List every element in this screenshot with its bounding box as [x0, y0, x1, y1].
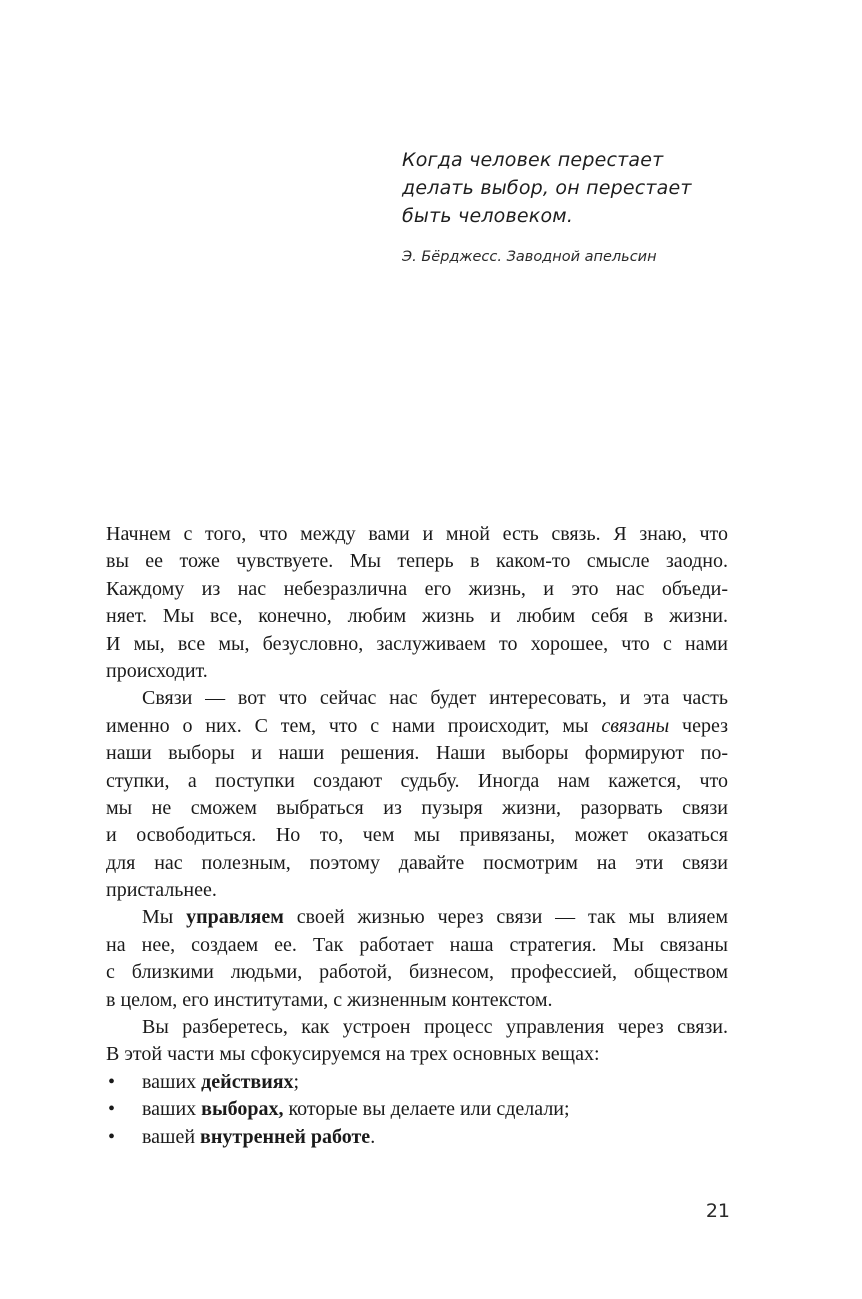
text-line: именно о них. С тем, что с нами происходит, мы связаны через	[106, 714, 729, 737]
body-text	[106, 521, 728, 1151]
page-number: 21	[705, 1200, 730, 1222]
epigraph-line: быть человеком.	[402, 205, 574, 227]
text-line: Начнем с того, что между вами и мной есть связь. Я знаю, что	[106, 523, 728, 545]
paragraph	[106, 685, 728, 904]
text-line: В этой части мы сфокусируемся на трех основных вещах:	[106, 1043, 600, 1066]
list-item: • вашей внутренней работе.	[106, 1124, 728, 1151]
text-line: вы ее тоже чувствуете. Мы теперь в каком-то смысле заодно.	[106, 550, 728, 573]
text-line: с близкими людьми, работой, бизнесом, профессией, обществом	[106, 961, 728, 984]
list-item: • ваших выборах, которые вы делаете или сделали;	[106, 1096, 728, 1123]
text-line: Вы разберетесь, как устроен процесс управления через связи.	[142, 1016, 728, 1039]
text-line: мы не сможем выбраться из пузыря жизни, разорвать связи	[106, 796, 728, 819]
text-line: И мы, все мы, безусловно, заслуживаем то хорошее, что с нами	[106, 632, 728, 655]
text-line: в целом, его институтами, с жизненным контекстом.	[106, 988, 553, 1011]
bullet-icon: •	[108, 1125, 116, 1148]
emphasis-bold: внутренней работе	[200, 1125, 371, 1148]
emphasis-bold: действиях	[201, 1070, 294, 1093]
epigraph-line: делать выбор, он перестает	[402, 177, 692, 199]
bullet-list	[106, 1069, 728, 1151]
paragraph	[106, 521, 728, 685]
paragraph	[106, 1014, 728, 1069]
emphasis-italic: связаны	[601, 714, 670, 737]
text-line: на нее, создаем ее. Так работает наша стратегия. Мы связаны	[106, 933, 728, 956]
text-line: и освободиться. Но то, чем мы привязаны, может оказаться	[106, 824, 728, 847]
text-line: наши выборы и наши решения. Наши выборы формируют по-	[106, 742, 728, 765]
text-line: Каждому из нас небезразлична его жизнь, и это нас объеди-	[106, 577, 728, 600]
epigraph-line: Когда человек перестает	[402, 149, 664, 171]
emphasis-bold: выборах,	[201, 1098, 284, 1121]
text-line: Мы управляем своей жизнью через связи — так мы влияем	[142, 906, 728, 929]
bullet-icon: •	[108, 1070, 116, 1093]
epigraph	[402, 146, 802, 267]
text-line: Связи — вот что сейчас нас будет интересовать, и эта часть	[142, 687, 728, 710]
text-line: ступки, а поступки создают судьбу. Иногда нам кажется, что	[106, 769, 728, 792]
text-line: происходит.	[106, 659, 208, 682]
epigraph-source: Э. Бёрджесс. Заводной апельсин	[402, 249, 657, 265]
epigraph-quote	[402, 146, 802, 230]
text-line: няет. Мы все, конечно, любим жизнь и любим себя в жизни.	[106, 605, 728, 628]
text-line: пристальнее.	[106, 879, 217, 902]
list-item: • ваших действиях;	[106, 1069, 728, 1096]
paragraph	[106, 904, 728, 1014]
bullet-icon: •	[108, 1098, 116, 1121]
emphasis-bold: управляем	[186, 906, 284, 929]
text-line: для нас полезным, поэтому давайте посмотрим на эти связи	[106, 851, 728, 874]
